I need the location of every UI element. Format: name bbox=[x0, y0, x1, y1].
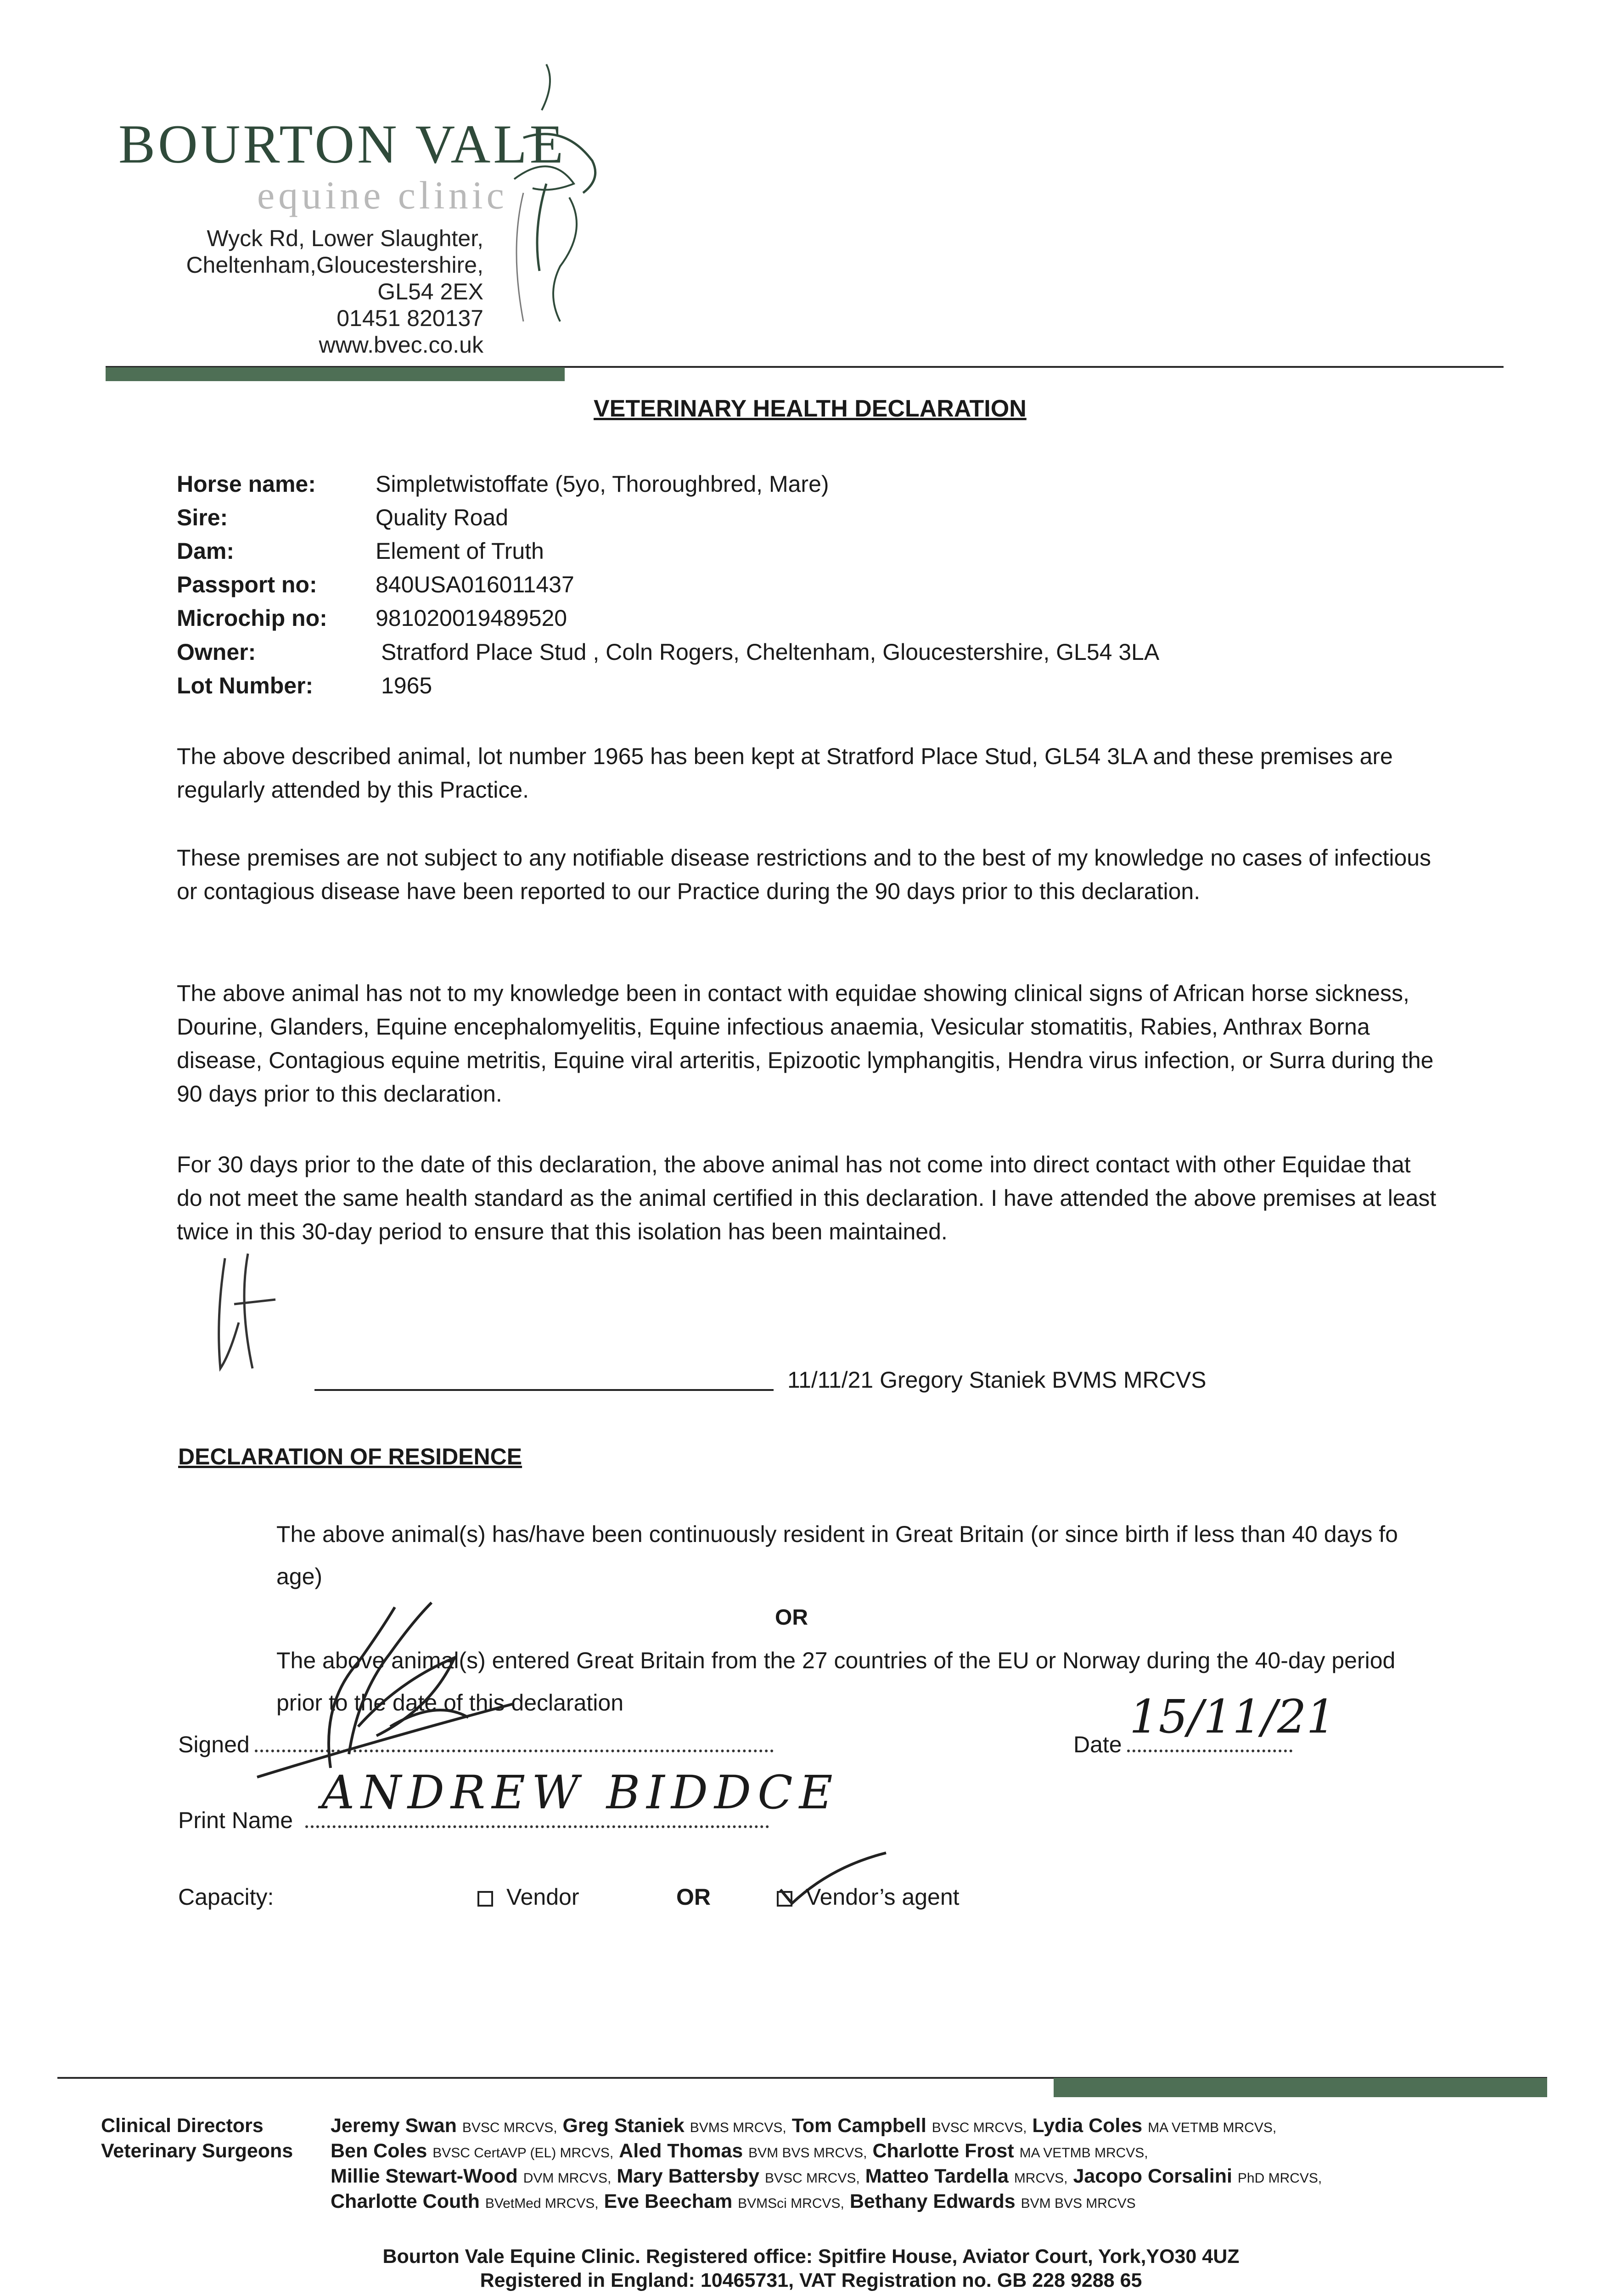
staff-line-1: Jeremy Swan BVSC MRCVS, Greg Staniek BVMS MRCVS, Tom Campbell BVSC MRCVS, Lydia Coles MA VETMB MRCVS, bbox=[331, 2115, 1277, 2137]
vendor-label: Vendor bbox=[506, 1884, 579, 1910]
paragraph-isolation: For 30 days prior to the date of this declaration, the above animal has not come into direct contact with other Equidae that do not meet the same health standard as the animal certified in this declaration. I have attended the above premises at least twice in this 30-day period to ensure that this isolation has been maintained. bbox=[177, 1152, 1437, 1244]
staff-line-2: Ben Coles BVSC CertAVP (EL) MRCVS, Aled Thomas BVM BVS MRCVS, Charlotte Frost MA VETMB MRCVS, bbox=[331, 2140, 1148, 2162]
residence-title: DECLARATION OF RESIDENCE bbox=[178, 1444, 522, 1469]
microchip-label: Microchip no: bbox=[177, 605, 327, 631]
dam-value: Element of Truth bbox=[376, 538, 544, 564]
logo-subtitle: equine clinic bbox=[257, 173, 508, 217]
sire-value: Quality Road bbox=[376, 505, 509, 530]
declaration-title: VETERINARY HEALTH DECLARATION bbox=[594, 395, 1027, 422]
address-phone: 01451 820137 bbox=[337, 305, 483, 331]
paragraph-premises: The above described animal, lot number 1965 has been kept at Stratford Place Stud, GL54 3LA and these premises are regularly attended by this Practice. bbox=[177, 743, 1393, 803]
paragraph-contact: The above animal has not to my knowledge been in contact with equidae showing clinical signs of African horse sickness, Dourine, Glanders, Equine encephalomyelitis, Equine infectious anaemia, Vesicular stomatitis, Rabies, Anthrax Borna disease, Contagious equine metritis, Equine viral arteritis, Epizootic lymphangitis, Hendra virus infection, or Surra during the 90 days prior to this declaration. bbox=[177, 980, 1434, 1107]
header-bar bbox=[106, 367, 565, 381]
vendor-agent-label: Vendor’s agent bbox=[806, 1884, 960, 1910]
passport-label: Passport no: bbox=[177, 572, 317, 597]
signature-scribble bbox=[239, 1589, 560, 1786]
print-name-line bbox=[305, 1825, 769, 1828]
owner-value: Stratford Place Stud , Coln Rogers, Cheltenham, Gloucestershire, GL54 3LA bbox=[381, 639, 1160, 665]
registration-details: Registered in England: 10465731, VAT Registration no. GB 228 9288 65 bbox=[480, 2269, 1142, 2291]
print-name-handwritten: ANDREW BIDDCE bbox=[321, 1766, 839, 1819]
footer-bar bbox=[1054, 2078, 1547, 2097]
horse-name-label: Horse name: bbox=[177, 471, 316, 497]
veterinary-surgeons-label: Veterinary Surgeons bbox=[101, 2140, 293, 2162]
registered-office: Bourton Vale Equine Clinic. Registered office: Spitfire House, Aviator Court, York,YO30 4UZ bbox=[382, 2245, 1240, 2268]
horse-logo-icon bbox=[496, 55, 606, 335]
vet-signature-line bbox=[314, 1389, 774, 1391]
vet-signature-scribble bbox=[211, 1249, 285, 1378]
sire-label: Sire: bbox=[177, 505, 228, 530]
address-website: www.bvec.co.uk bbox=[319, 332, 483, 358]
dam-label: Dam: bbox=[177, 538, 235, 564]
lot-number-value: 1965 bbox=[381, 673, 432, 698]
date-line bbox=[1127, 1750, 1292, 1752]
residence-or: OR bbox=[775, 1605, 808, 1630]
staff-line-3: Millie Stewart-Wood DVM MRCVS, Mary Battersby BVSC MRCVS, Matteo Tardella MRCVS, Jacopo Corsalini PhD MRCVS, bbox=[331, 2165, 1322, 2187]
date-handwritten: 15/11/21 bbox=[1129, 1690, 1336, 1744]
address-line-1: Wyck Rd, Lower Slaughter, bbox=[207, 225, 483, 251]
address-postcode: GL54 2EX bbox=[377, 279, 483, 304]
owner-label: Owner: bbox=[177, 639, 256, 665]
vendor-checkbox[interactable] bbox=[477, 1891, 493, 1907]
horse-name-value: Simpletwistoffate (5yo, Thoroughbred, Mare) bbox=[376, 471, 829, 497]
date-label: Date bbox=[1073, 1732, 1122, 1757]
residence-option-2: The above animal(s) entered Great Britain from the 27 countries of the EU or Norway during the 40-day period prior to the date of this declaration bbox=[276, 1648, 1396, 1716]
lot-number-label: Lot Number: bbox=[177, 673, 314, 698]
staff-line-4: Charlotte Couth BVetMed MRCVS, Eve Beecham BVMSci MRCVS, Bethany Edwards BVM BVS MRCVS bbox=[331, 2190, 1136, 2212]
capacity-or: OR bbox=[676, 1884, 711, 1910]
residence-option-1: The above animal(s) has/have been continuously resident in Great Britain (or since birth if less than 40 days fo age) bbox=[276, 1521, 1398, 1589]
signed-label: Signed bbox=[178, 1732, 250, 1757]
print-name-label: Print Name bbox=[178, 1807, 293, 1833]
capacity-label: Capacity: bbox=[178, 1884, 274, 1910]
paragraph-disease: These premises are not subject to any notifiable disease restrictions and to the best of my knowledge no cases of infectious or contagious disease have been reported to our Practice during the 90 days prior to this declaration. bbox=[177, 845, 1431, 904]
passport-value: 840USA016011437 bbox=[376, 572, 574, 597]
address-line-2: Cheltenham,Gloucestershire, bbox=[186, 252, 483, 278]
vet-signature-text: 11/11/21 Gregory Staniek BVMS MRCVS bbox=[787, 1367, 1207, 1393]
microchip-value: 981020019489520 bbox=[376, 605, 567, 631]
logo-title: BOURTON VALE bbox=[118, 113, 566, 174]
clinical-directors-label: Clinical Directors bbox=[101, 2115, 264, 2137]
